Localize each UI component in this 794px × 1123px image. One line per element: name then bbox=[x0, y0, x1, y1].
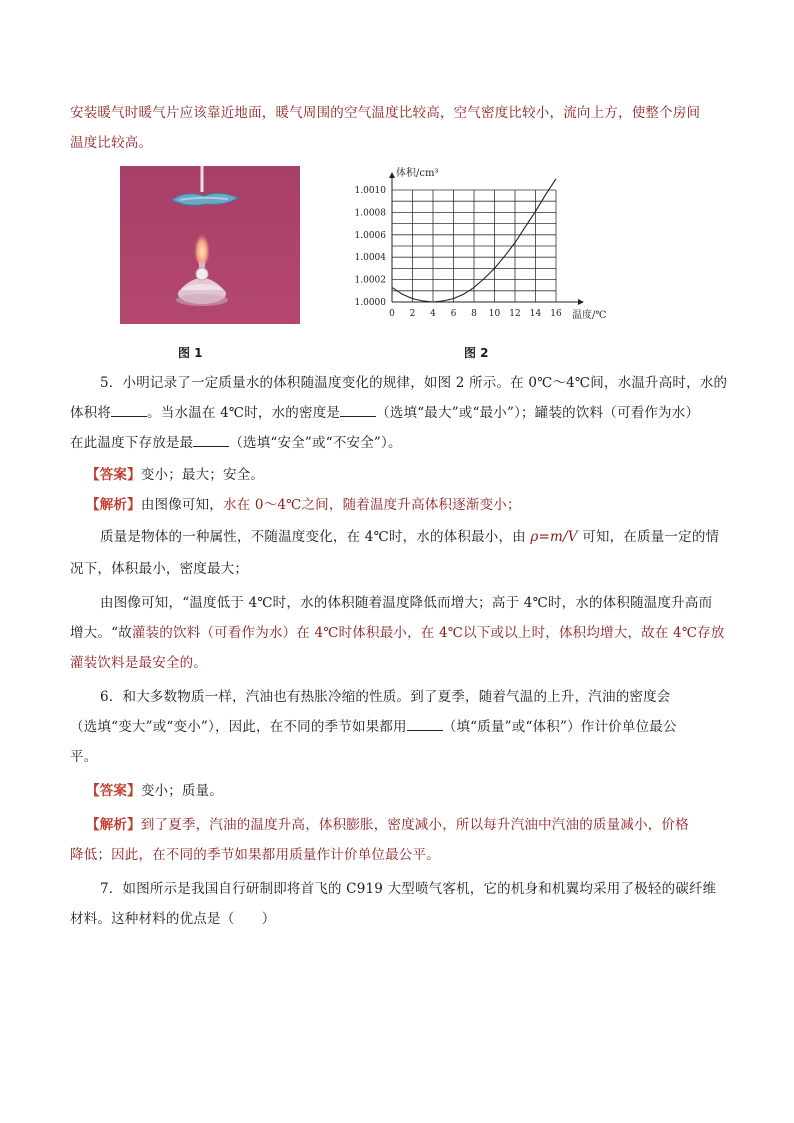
y-tick-label: 1.0006 bbox=[354, 230, 386, 241]
q6-line-2: （选填“变大”或“变小”），因此，在不同的季节如果都用 （填“质量”或“体积”）作计价单位最公 bbox=[70, 714, 677, 740]
y-tick-label: 1.0008 bbox=[354, 208, 386, 219]
figure-1-label: 图 1 bbox=[178, 346, 203, 360]
x-axis-label: 温度/℃ bbox=[572, 310, 607, 321]
q5-analysis-5: 增大。“故灌装的饮料（可看作为水）在 4℃时体积最小，在 4℃以下或以上时，体积均增大，故在 4℃存放 bbox=[70, 625, 725, 641]
x-tick-label: 6 bbox=[450, 309, 457, 319]
x-axis-arrow bbox=[578, 299, 584, 305]
x-tick-label: 12 bbox=[509, 309, 521, 319]
q5-answer: 【答案】变小；最大；安全。 bbox=[86, 467, 265, 483]
x-tick-label: 8 bbox=[471, 309, 477, 319]
q5-blank-2[interactable] bbox=[340, 402, 376, 417]
q5-analysis-4: 由图像可知，“温度低于 4℃时，水的体积随着温度降低而增大；高于 4℃时，水的体积随温度升高而 bbox=[100, 595, 713, 611]
answer-tag: 【答案】 bbox=[86, 783, 141, 799]
intro-line-2: 温度比较高。 bbox=[70, 135, 153, 151]
y-tick-label: 1.0004 bbox=[354, 253, 386, 264]
analysis-tag: 【解析】 bbox=[86, 497, 141, 513]
q5-analysis-6: 灌装饮料是最安全的。 bbox=[70, 655, 207, 671]
y-tick-labels bbox=[355, 186, 387, 308]
q5-analysis-2: 质量是物体的一种属性，不随温度变化，在 4℃时，水的体积最小，由 ρ=m/V 可知，在质量一定的情 bbox=[100, 529, 720, 545]
chart-grid bbox=[392, 190, 556, 302]
y-tick-label: 1.0000 bbox=[354, 298, 386, 308]
q6-analysis-2: 降低；因此，在不同的季节如果都用质量作计价单位最公平。 bbox=[70, 847, 440, 863]
q6-line-1: 6．和大多数物质一样，汽油也有热胀冷缩的性质。到了夏季，随着气温的上升，汽油的密度会 bbox=[100, 689, 671, 705]
analysis-tag: 【解析】 bbox=[86, 817, 141, 833]
x-tick-labels bbox=[389, 309, 562, 319]
x-tick-label: 0 bbox=[389, 309, 395, 319]
y-axis-arrow bbox=[389, 172, 395, 178]
x-tick-label: 4 bbox=[430, 309, 436, 319]
density-formula: ρ=m/V bbox=[530, 529, 578, 545]
chart-axes bbox=[389, 172, 584, 305]
flame bbox=[194, 230, 210, 266]
q5-line-3: 在此温度下存放是最 （选填“安全”或“不安全”）。 bbox=[70, 430, 402, 456]
q6-line-3: 平。 bbox=[70, 749, 98, 765]
q5-analysis-3: 况下，体积最小，密度最大； bbox=[70, 561, 249, 577]
answer-tag: 【答案】 bbox=[86, 467, 141, 483]
q5-analysis-1: 【解析】由图像可知，水在 0～4℃之间，随着温度升高体积逐渐变小； bbox=[86, 497, 521, 513]
intro-line-1: 安装暖气时暖气片应该靠近地面，暖气周围的空气温度比较高，空气密度比较小，流向上方，使整个房间 bbox=[70, 105, 701, 121]
volume-temperature-chart bbox=[348, 162, 618, 324]
y-tick-label: 1.0002 bbox=[354, 275, 386, 286]
alcohol-lamp-illustration bbox=[120, 166, 300, 324]
x-tick-label: 10 bbox=[488, 309, 501, 319]
x-tick-label: 2 bbox=[409, 309, 416, 319]
q5-blank-1[interactable] bbox=[111, 402, 147, 417]
q5-line-2: 体积将 。当水温在 4℃时，水的密度是 （选填“最大”或“最小”）；罐装的饮料（可看作为水） bbox=[70, 400, 699, 426]
figure-1-photo bbox=[120, 166, 300, 324]
y-tick-label: 1.0010 bbox=[354, 186, 386, 196]
q6-blank-1[interactable] bbox=[407, 716, 443, 731]
x-tick-label: 14 bbox=[529, 309, 542, 319]
q5-blank-3[interactable] bbox=[193, 432, 229, 447]
x-tick-label: 16 bbox=[550, 309, 562, 319]
q6-analysis-1: 【解析】到了夏季，汽油的温度升高，体积膨胀，密度减小，所以每升汽油中汽油的质量减小，价格 bbox=[86, 817, 689, 833]
y-axis-label: 体积/cm³ bbox=[396, 168, 439, 179]
q5-line-1: 5．小明记录了一定质量水的体积随温度变化的规律，如图 2 所示。在 0℃～4℃间，水温升高时，水的 bbox=[100, 375, 728, 391]
q7-line-2: 材料。这种材料的优点是（ ） bbox=[70, 911, 276, 927]
q7-line-1: 7．如图所示是我国自行研制即将首飞的 C919 大型喷气客机，它的机身和机翼均采用了极轻的碳纤维 bbox=[100, 881, 717, 897]
figure-2-label: 图 2 bbox=[464, 346, 489, 360]
q6-answer: 【答案】变小；质量。 bbox=[86, 783, 224, 799]
